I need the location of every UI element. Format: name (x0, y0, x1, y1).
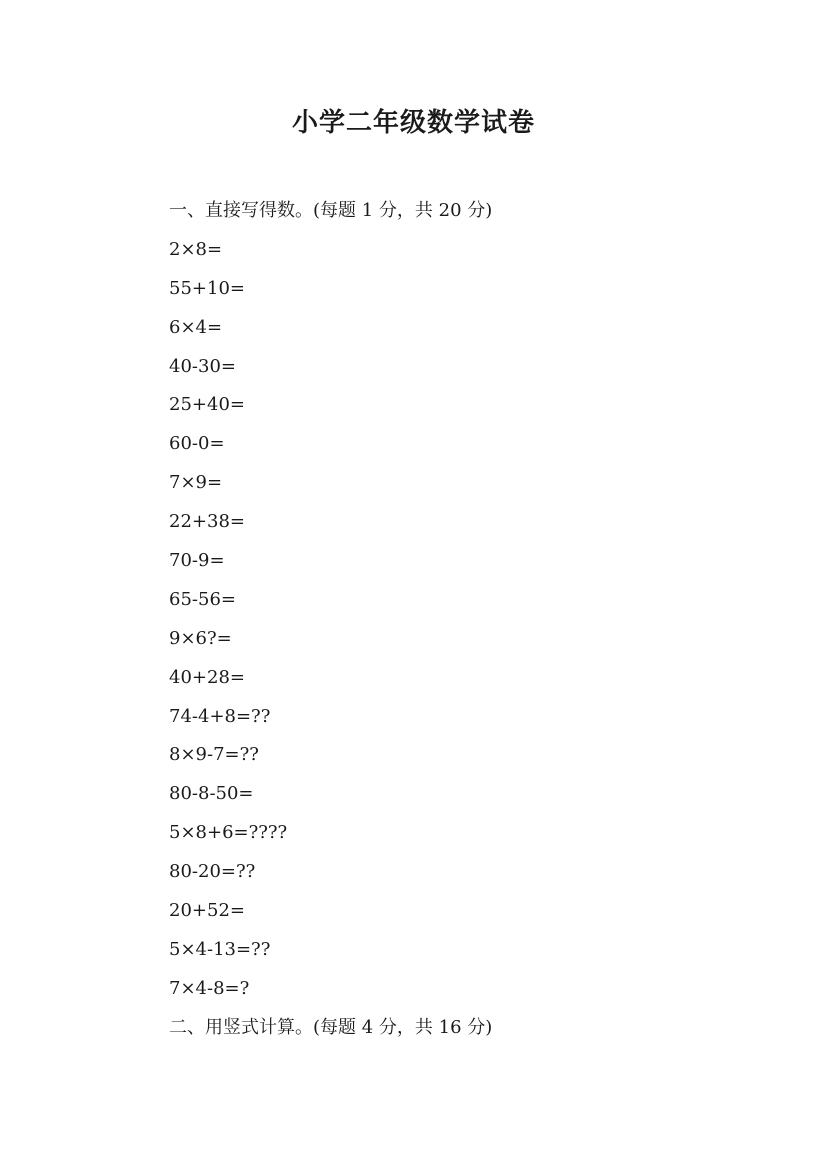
problem-item: 8×9-7=?? (169, 744, 259, 766)
page-title: 小学二年级数学试卷 (291, 108, 535, 138)
problem-item: 20+52= (169, 900, 245, 922)
problem-item: 65-56= (169, 588, 236, 610)
problem-item: 9×6?= (169, 627, 232, 649)
section-heading: 二、用竖式计算。(每题 4 分，共 16 分) (169, 1016, 493, 1038)
problem-item: 60-0= (169, 433, 225, 455)
problem-item: 70-9= (169, 550, 225, 572)
problem-list (169, 235, 769, 1013)
problem-item: 80-20=?? (169, 861, 256, 883)
exam-content (169, 196, 769, 1052)
problem-item: 25+40= (169, 394, 245, 416)
problem-item: 40-30= (169, 355, 236, 377)
problem-item: 7×9= (169, 472, 223, 494)
problem-item: 5×8+6=???? (169, 822, 288, 844)
problem-item: 5×4-13=?? (169, 938, 271, 960)
problem-item: 22+38= (169, 511, 245, 533)
problem-item: 80-8-50= (169, 783, 254, 805)
problem-item: 40+28= (169, 666, 245, 688)
problem-item: 55+10= (169, 277, 245, 299)
problem-item: 74-4+8=?? (169, 705, 271, 727)
problem-item: 6×4= (169, 316, 223, 338)
problem-item: 7×4-8=? (169, 977, 250, 999)
problem-item: 2×8= (169, 238, 223, 260)
section-heading: 一、直接写得数。(每题 1 分，共 20 分) (169, 200, 493, 221)
